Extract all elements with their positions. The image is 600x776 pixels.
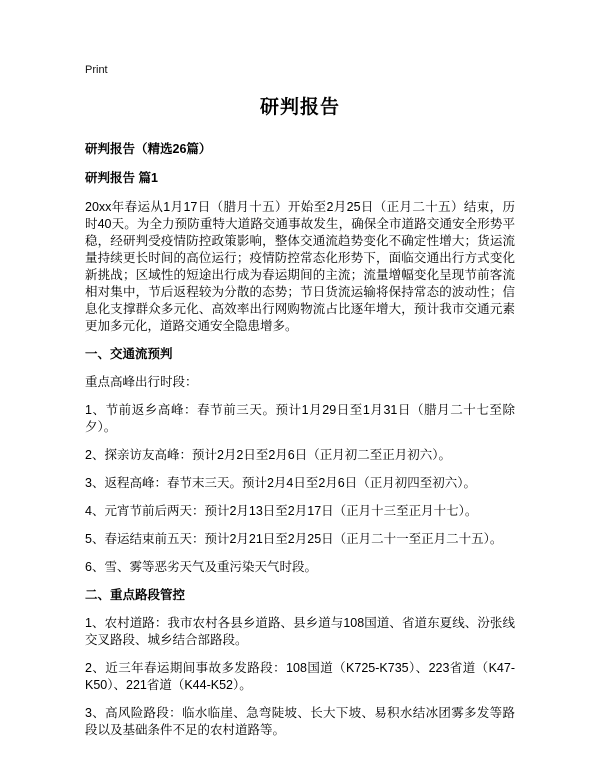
- section-1-lead: 重点高峰出行时段：: [85, 375, 198, 389]
- list-item: 1、农村道路：我市农村各县乡道路、县乡道与108国道、省道东夏线、汾张线交叉路段、城乡结合部路段。: [85, 616, 515, 647]
- document-title: 研判报告: [259, 97, 340, 118]
- document-subtitle: 研判报告（精选26篇）: [85, 142, 212, 156]
- list-item: 2、近三年春运期间事故多发路段：108国道（K725-K735）、223省道（K47-K50）、221省道（K44-K52）。: [85, 661, 515, 692]
- print-button[interactable]: Print: [85, 64, 108, 76]
- list-item: 6、雪、雾等恶劣天气及重污染天气时段。: [85, 560, 317, 574]
- section-2-heading: 二、重点路段管控: [85, 588, 186, 602]
- list-item: 3、返程高峰：春节末三天。预计2月4日至2月6日（正月初四至初六）。: [85, 476, 477, 490]
- list-item: 3、高风险路段：临水临崖、急弯陡坡、长大下坡、易积水结冰团雾多发等路段以及基础条件不足的农村道路等。: [85, 706, 515, 737]
- section-1-heading: 一、交通流预判: [85, 347, 173, 361]
- intro-paragraph: 20xx年春运从1月17日（腊月十五）开始至2月25日（正月二十五）结束，历时40天。为全力预防重特大道路交通事故发生，确保全市道路交通安全形势平稳，经研判受疫情防控政策影响，整体交通流趋势变化不确定性增大；货运流量持续更长时间的高位运行；疫情防控常态化形势下，面临交通出行方式变化新挑战；区域性的短途出行成为春运期间的主流；流量增幅变化呈现节前客流相对集中，节后返程较为分散的态势；节日货流运输将保持常态的波动性；信息化支撑群众多元化、高效率出行网购物流占比逐年增大，预计我市交通元素更加多元化，道路交通安全隐患增多。: [85, 200, 515, 333]
- list-item: 2、探亲访友高峰：预计2月2日至2月6日（正月初二至正月初六）。: [85, 448, 452, 462]
- article-heading: 研判报告 篇1: [85, 171, 158, 185]
- list-item: 5、春运结束前五天：预计2月21日至2月25日（正月二十一至正月二十五）。: [85, 532, 503, 546]
- list-item: 4、元宵节前后两天：预计2月13日至2月17日（正月十三至正月十七）。: [85, 504, 478, 518]
- list-item: 1、节前返乡高峰：春节前三天。预计1月29日至1月31日（腊月二十七至除夕）。: [85, 403, 515, 434]
